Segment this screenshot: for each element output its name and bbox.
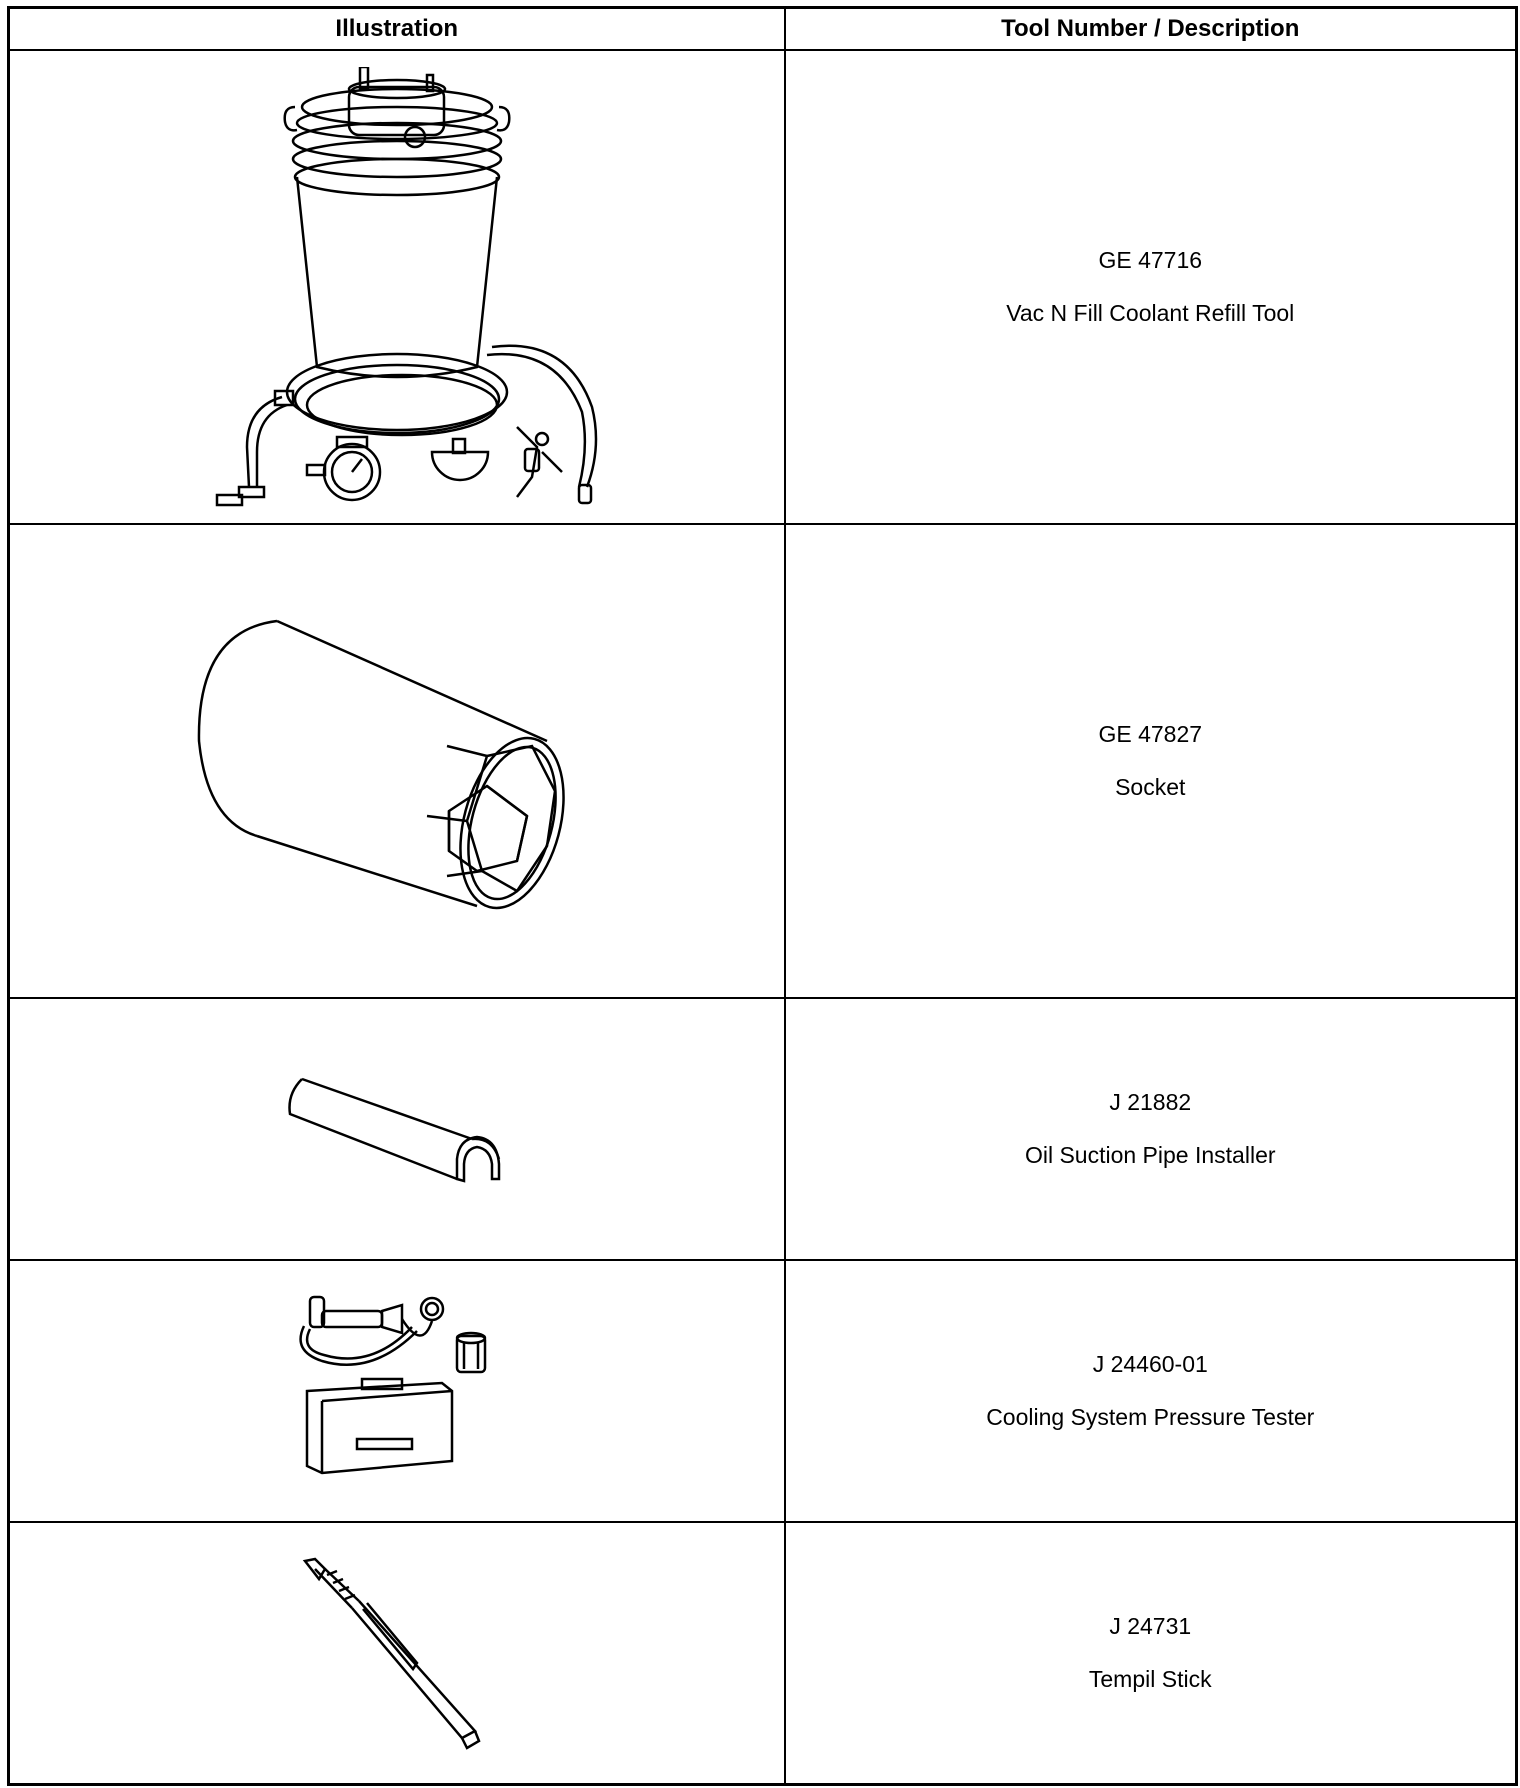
- tool-description: Vac N Fill Coolant Refill Tool: [1006, 300, 1295, 326]
- tool-number: GE 47827: [1098, 721, 1203, 747]
- illustration-cell: [9, 50, 785, 524]
- tool-description: Socket: [1115, 774, 1186, 800]
- illustration-cell: [9, 998, 785, 1260]
- tool-description: Oil Suction Pipe Installer: [1024, 1142, 1276, 1168]
- illustration-cell: [9, 1260, 785, 1522]
- tool-table: [7, 6, 1518, 1786]
- pressure-tester-icon: [292, 1291, 502, 1491]
- table-row: [9, 998, 1517, 1260]
- header-tool-description: Tool Number / Description: [785, 8, 1517, 51]
- tool-description: Cooling System Pressure Tester: [986, 1404, 1315, 1430]
- tool-number: J 24460-01: [1092, 1351, 1208, 1377]
- description-cell: [785, 1522, 1517, 1784]
- table-row: [9, 50, 1517, 524]
- coolant-refill-tool-icon: [187, 67, 607, 507]
- tool-description: Tempil Stick: [1088, 1665, 1212, 1692]
- pipe-installer-icon: [287, 1069, 507, 1189]
- description-cell: [785, 50, 1517, 524]
- table-row: [9, 524, 1517, 998]
- tool-number: GE 47716: [1098, 247, 1203, 273]
- description-cell: [785, 524, 1517, 998]
- tempil-stick-icon: [297, 1553, 497, 1753]
- header-illustration: Illustration: [9, 8, 785, 51]
- header-row: [9, 8, 1517, 51]
- illustration-cell: [9, 524, 785, 998]
- illustration-cell: [9, 1522, 785, 1784]
- table-row: [9, 1260, 1517, 1522]
- tool-number: J 21882: [1109, 1089, 1192, 1115]
- tool-number: J 24731: [1109, 1612, 1192, 1639]
- table-row: [9, 1522, 1517, 1784]
- socket-icon: [187, 601, 607, 921]
- description-cell: [785, 1260, 1517, 1522]
- description-cell: [785, 998, 1517, 1260]
